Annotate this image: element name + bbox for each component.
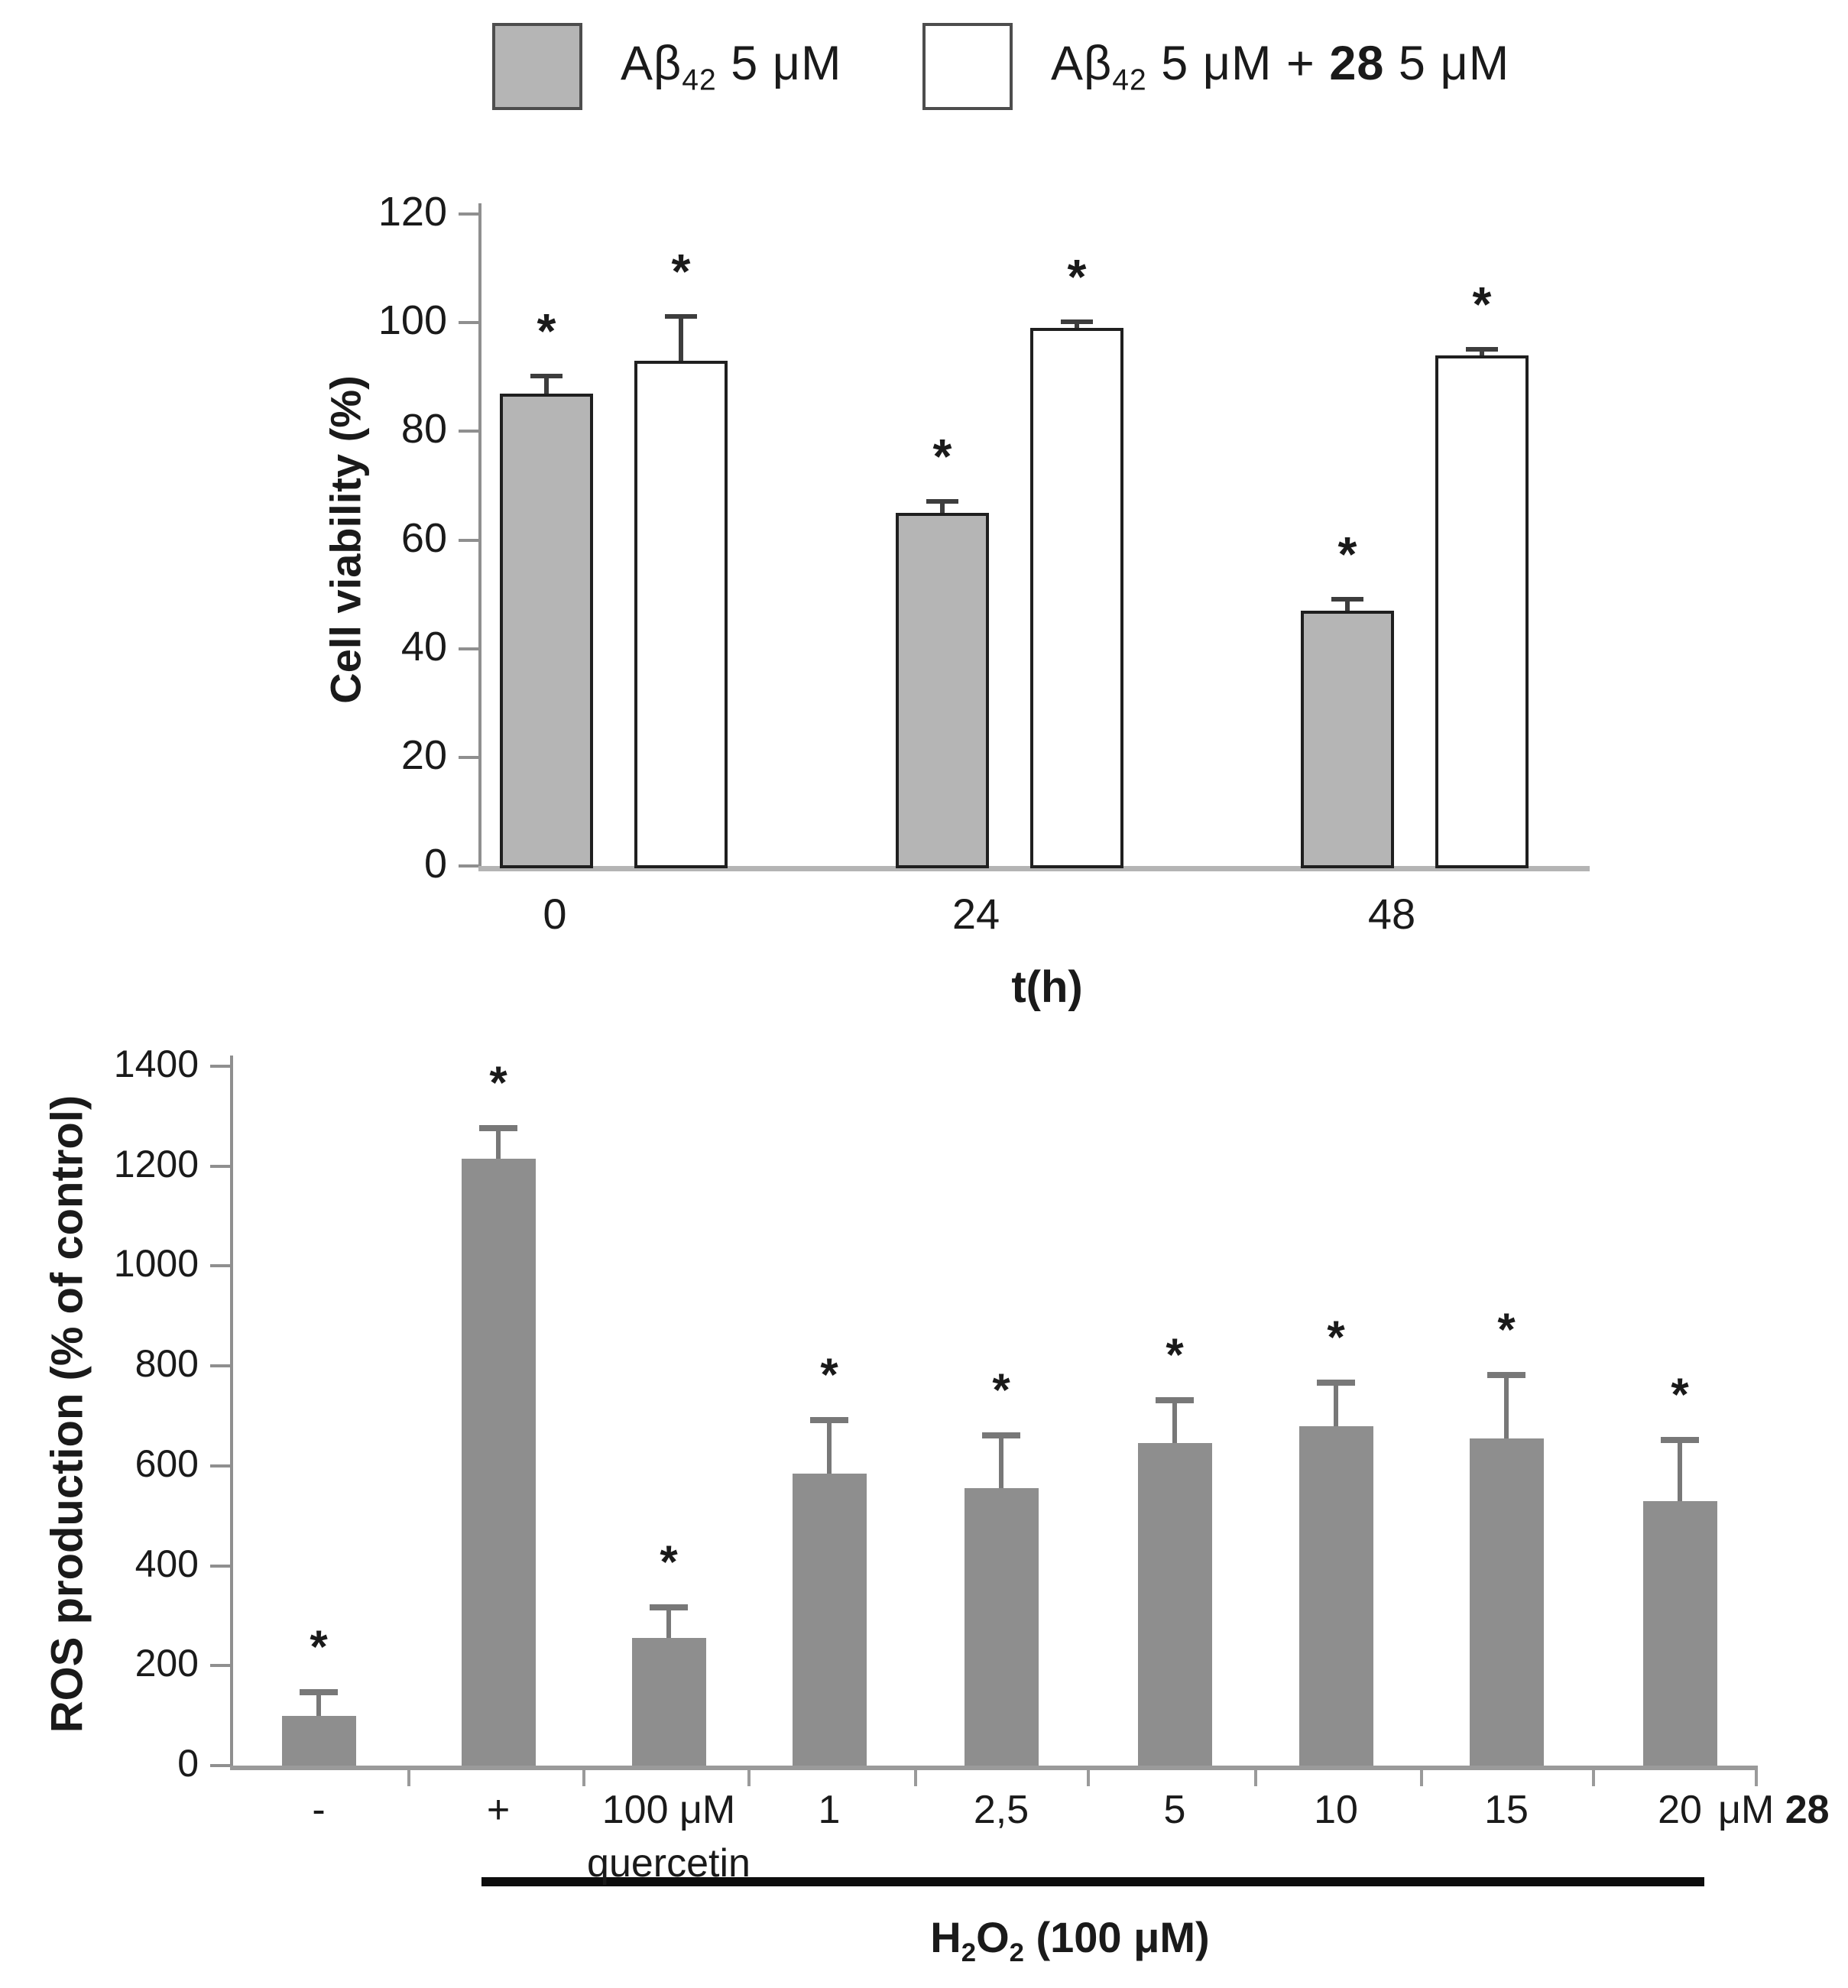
significance-asterisk: * [671,244,691,300]
error-bar-stem [999,1436,1003,1489]
y-axis-tick-label: 800 [135,1342,199,1386]
error-bar-stem [1504,1376,1509,1438]
x-axis-tick [1087,1769,1090,1786]
error-bar-stem [679,317,683,361]
significance-asterisk: * [537,303,556,359]
y-axis-tick-label: 40 [400,623,447,670]
y-axis-tick-label: 100 [378,297,447,344]
y-axis-tick-label: 600 [135,1442,199,1485]
error-bar-stem [1334,1383,1338,1426]
x-axis-tick [407,1769,410,1786]
error-bar-stem [496,1129,501,1159]
y-axis-tick-label: 80 [400,406,447,452]
y-axis-tick [210,1065,230,1068]
x-axis-tick-label: 0 [543,890,567,938]
error-bar-cap [530,374,563,378]
y-axis-tick [210,1664,230,1667]
significance-asterisk: * [660,1536,678,1588]
y-axis-title: Cell viability (%) [321,375,370,704]
y-axis-tick [459,430,478,433]
y-axis-tick-label: 200 [135,1642,199,1685]
y-axis-tick-label: 120 [378,189,447,235]
legend-text: Aβ [621,36,682,90]
error-bar-cap [926,499,958,504]
y-axis-tick [459,864,478,868]
bar [1643,1501,1717,1766]
error-bar-cap [810,1417,848,1423]
x-axis-tick-label: 10 [1314,1788,1358,1832]
x-axis-title: t(h) [1011,962,1083,1012]
y-axis-tick [210,1264,230,1267]
legend-text-sub: 42 [1112,63,1147,97]
bar [1299,1426,1373,1766]
x-axis-tick-label: 48 [1367,890,1416,938]
error-bar-cap [1317,1380,1355,1386]
y-axis-line [230,1056,233,1770]
significance-asterisk: * [1671,1369,1689,1421]
x-axis-tick [1420,1769,1423,1786]
h2o2-text-sub: 2 [1009,1938,1024,1968]
bar [282,1716,356,1766]
x-axis-tick-label: 24 [952,890,1000,938]
ros-production-chart [0,1017,1848,1988]
legend-text: 5 μM [716,36,842,90]
x-axis-line [230,1766,1758,1770]
legend-text-sub: 42 [682,63,717,97]
error-bar-cap [1487,1372,1525,1378]
y-axis-tick [210,1565,230,1568]
y-axis-tick [210,1165,230,1168]
x-axis-tick [747,1769,751,1786]
error-bar-cap [300,1689,338,1695]
bar [896,513,989,868]
significance-asterisk: * [1067,249,1087,305]
y-axis-tick [210,1764,230,1767]
y-axis-tick-label: 400 [135,1542,199,1585]
y-axis-tick-label: 1000 [113,1242,199,1286]
legend-text: 5 μM [1384,36,1510,90]
legend-text: 5 μM + [1146,36,1330,90]
legend-text-bold: 28 [1329,36,1385,90]
error-bar-cap [982,1432,1020,1438]
h2o2-text: (100 μM) [1023,1913,1210,1961]
h2o2-text: H [930,1913,961,1961]
y-axis-tick-label: 0 [177,1742,199,1785]
y-axis-tick-label: 0 [423,841,447,887]
bar [793,1474,867,1766]
y-axis-tick [210,1364,230,1367]
error-bar-cap [1061,319,1093,324]
bar [1435,355,1529,868]
legend-text: Aβ [1051,36,1113,90]
x-axis-tick-label: quercetin [587,1841,751,1886]
y-axis-tick [210,1464,230,1467]
error-bar-stem [1172,1401,1177,1444]
y-axis-tick-label: 1200 [113,1142,199,1185]
error-bar-cap [1466,347,1498,352]
x-axis-tick-label: 2,5 [973,1788,1029,1832]
y-axis-tick [459,321,478,324]
significance-asterisk: * [1166,1328,1184,1380]
error-bar-cap [1661,1437,1699,1443]
error-bar-cap [1331,597,1363,602]
significance-asterisk: * [1472,276,1492,332]
h2o2-label [930,1912,1209,1968]
error-bar-stem [1345,600,1350,611]
bar [1470,1438,1544,1766]
y-axis-tick-label: 60 [400,514,447,561]
error-bar-stem [666,1608,671,1638]
bar [1030,328,1123,868]
x-axis-tick-label: 1 [818,1788,841,1832]
significance-asterisk: * [932,428,952,484]
significance-asterisk: * [992,1364,1010,1416]
x-axis-tick-label: + [486,1788,511,1832]
h2o2-text: O [976,1913,1010,1961]
bar [632,1638,706,1766]
h2o2-text-sub: 2 [961,1938,977,1968]
bar [965,1488,1039,1766]
y-axis-tick [459,539,478,542]
bar [462,1159,536,1766]
bar [634,361,728,868]
error-bar-cap [1156,1397,1194,1403]
y-axis-title: ROS production (% of control) [42,1095,92,1733]
x-axis-tick-label: 5 [1163,1788,1186,1832]
unit-text: μM [1718,1788,1785,1832]
y-axis-tick-label: 20 [400,731,447,778]
significance-asterisk: * [1337,526,1357,582]
bar [1138,1443,1212,1766]
x-axis-tick [582,1769,585,1786]
error-bar-cap [665,314,697,319]
x-axis-tick [1592,1769,1595,1786]
x-axis-tick-label: 100 μM [601,1788,736,1832]
error-bar-stem [1678,1441,1682,1500]
significance-asterisk: * [310,1621,328,1673]
significance-asterisk: * [489,1056,507,1108]
error-bar-stem [316,1693,321,1715]
x-axis-tick-label: - [312,1788,326,1832]
error-bar-stem [940,502,945,513]
x-axis-tick [1755,1769,1758,1786]
x-axis-tick [1254,1769,1257,1786]
x-axis-tick-label: 20 [1658,1788,1702,1832]
significance-asterisk: * [1327,1312,1345,1364]
x-axis-unit-label [1718,1787,1830,1833]
bar [1301,611,1394,868]
x-axis-tick-label: 15 [1484,1788,1529,1832]
y-axis-line [478,203,481,869]
error-bar-cap [650,1604,688,1610]
y-axis-tick [459,212,478,216]
y-axis-tick-label: 1400 [113,1043,199,1085]
bar [500,394,593,868]
y-axis-tick [459,756,478,759]
significance-asterisk: * [1497,1304,1516,1356]
error-bar-cap [479,1125,517,1131]
significance-asterisk: * [820,1349,838,1401]
error-bar-stem [827,1421,832,1474]
error-bar-stem [544,377,549,393]
unit-text-bold: 28 [1785,1788,1830,1832]
x-axis-tick [914,1769,917,1786]
y-axis-tick [459,647,478,650]
